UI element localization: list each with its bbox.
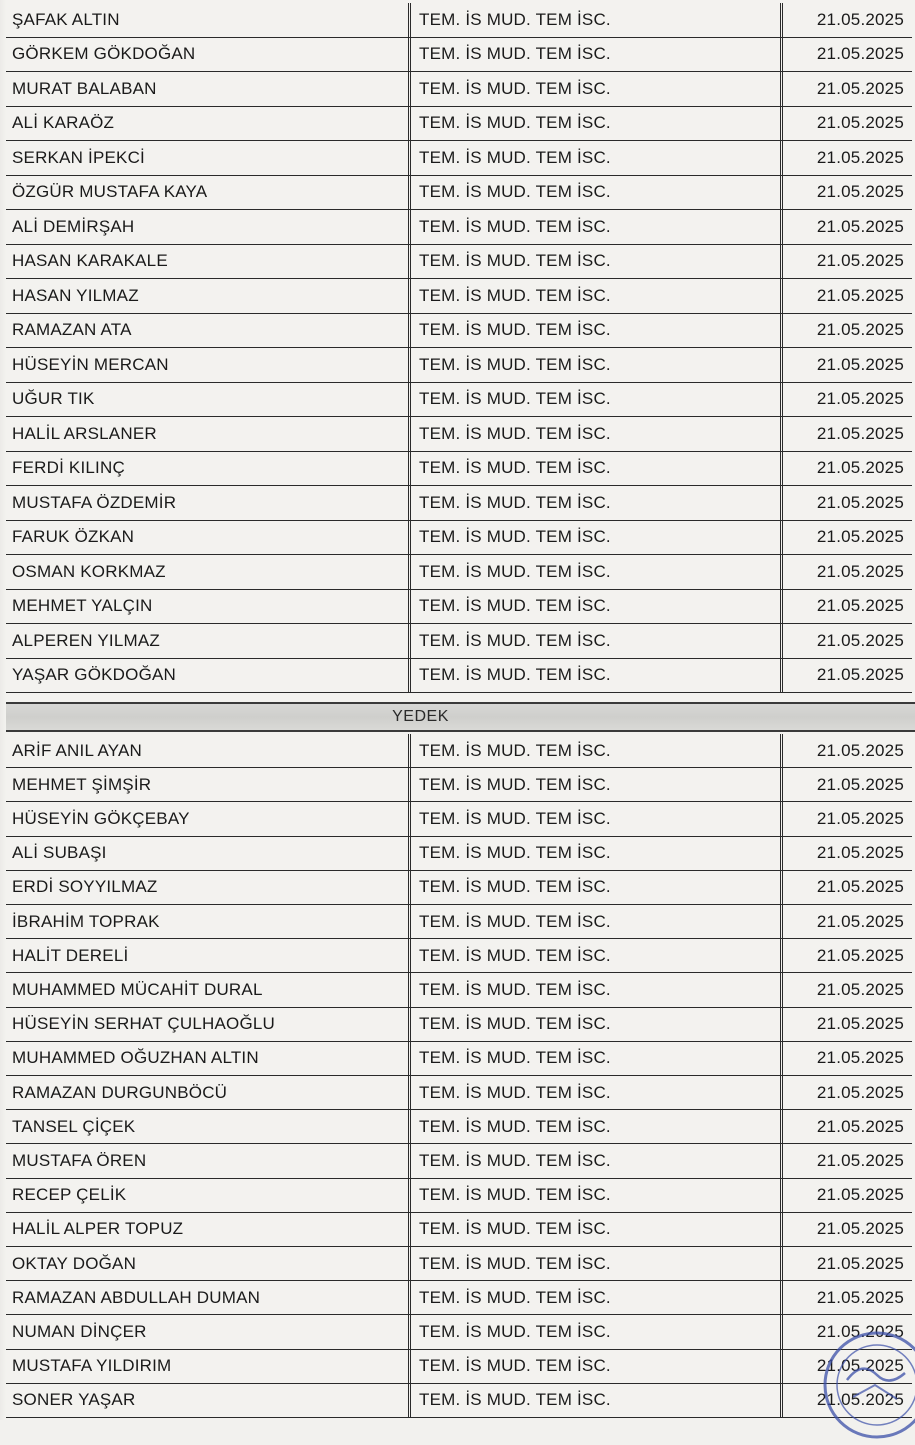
table-row xyxy=(6,521,912,556)
date-cell: 21.05.2025 xyxy=(780,939,912,972)
table-row xyxy=(6,1315,912,1349)
table-row xyxy=(6,1350,912,1384)
name-cell: SONER YAŞAR xyxy=(12,1390,136,1410)
table-row xyxy=(6,1179,912,1213)
date-cell: 21.05.2025 xyxy=(780,1247,912,1280)
unit-cell: TEM. İS MUD. TEM İSC. xyxy=(408,72,780,106)
name-cell: ŞAFAK ALTIN xyxy=(12,9,120,29)
table-row xyxy=(6,555,912,590)
unit-cell: TEM. İS MUD. TEM İSC. xyxy=(408,1247,780,1280)
date-cell: 21.05.2025 xyxy=(780,734,912,767)
table-row xyxy=(6,486,912,521)
name-cell: HALİL ARSLANER xyxy=(12,423,157,443)
table-row xyxy=(6,1247,912,1281)
date-cell: 21.05.2025 xyxy=(780,141,912,175)
table-row xyxy=(6,1384,912,1418)
date-cell: 21.05.2025 xyxy=(780,1076,912,1109)
unit-cell: TEM. İS MUD. TEM İSC. xyxy=(408,279,780,313)
name-cell: YAŞAR GÖKDOĞAN xyxy=(12,665,177,685)
name-cell: MUHAMMED OĞUZHAN ALTIN xyxy=(12,1048,259,1068)
name-cell: MUSTAFA YILDIRIM xyxy=(12,1356,172,1376)
unit-cell: TEM. İS MUD. TEM İSC. xyxy=(408,38,780,72)
date-cell: 21.05.2025 xyxy=(780,348,912,382)
name-cell: RAMAZAN ABDULLAH DUMAN xyxy=(12,1287,261,1307)
unit-cell: TEM. İS MUD. TEM İSC. xyxy=(408,1213,780,1246)
date-cell: 21.05.2025 xyxy=(780,1350,912,1383)
date-cell: 21.05.2025 xyxy=(780,383,912,417)
name-cell: HALİL ALPER TOPUZ xyxy=(12,1219,184,1239)
name-cell: HÜSEYİN GÖKÇEBAY xyxy=(12,808,190,828)
unit-cell: TEM. İS MUD. TEM İSC. xyxy=(408,1281,780,1314)
date-cell: 21.05.2025 xyxy=(780,210,912,244)
table-row xyxy=(6,210,912,245)
name-cell: HASAN KARAKALE xyxy=(12,251,168,271)
name-cell: HÜSEYİN MERCAN xyxy=(12,354,169,374)
unit-cell: TEM. İS MUD. TEM İSC. xyxy=(408,3,780,37)
table-row xyxy=(6,1008,912,1042)
date-cell: 21.05.2025 xyxy=(780,1384,912,1417)
unit-cell: TEM. İS MUD. TEM İSC. xyxy=(408,1179,780,1212)
name-cell: UĞUR TIK xyxy=(12,389,95,409)
unit-cell: TEM. İS MUD. TEM İSC. xyxy=(408,624,780,658)
table-row xyxy=(6,802,912,836)
name-cell: ALPEREN YILMAZ xyxy=(12,630,160,650)
unit-cell: TEM. İS MUD. TEM İSC. xyxy=(408,1350,780,1383)
unit-cell: TEM. İS MUD. TEM İSC. xyxy=(408,837,780,870)
date-cell: 21.05.2025 xyxy=(780,279,912,313)
table-row xyxy=(6,107,912,142)
table-row xyxy=(6,176,912,211)
name-cell: MEHMET YALÇIN xyxy=(12,596,153,616)
table-row xyxy=(6,383,912,418)
name-cell: HÜSEYİN SERHAT ÇULHAOĞLU xyxy=(12,1014,276,1034)
date-cell: 21.05.2025 xyxy=(780,1315,912,1348)
name-cell: GÖRKEM GÖKDOĞAN xyxy=(12,44,196,64)
date-cell: 21.05.2025 xyxy=(780,555,912,589)
date-cell: 21.05.2025 xyxy=(780,38,912,72)
date-cell: 21.05.2025 xyxy=(780,3,912,37)
date-cell: 21.05.2025 xyxy=(780,973,912,1006)
table-row xyxy=(6,38,912,73)
name-cell: HASAN YILMAZ xyxy=(12,285,139,305)
unit-cell: TEM. İS MUD. TEM İSC. xyxy=(408,659,780,693)
table-row xyxy=(6,452,912,487)
name-cell: MUSTAFA ÖREN xyxy=(12,1150,147,1170)
name-cell: ALİ DEMİRŞAH xyxy=(12,216,135,236)
date-cell: 21.05.2025 xyxy=(780,1144,912,1177)
unit-cell: TEM. İS MUD. TEM İSC. xyxy=(408,1110,780,1143)
unit-cell: TEM. İS MUD. TEM İSC. xyxy=(408,802,780,835)
date-cell: 21.05.2025 xyxy=(780,314,912,348)
table-row xyxy=(6,314,912,349)
date-cell: 21.05.2025 xyxy=(780,837,912,870)
unit-cell: TEM. İS MUD. TEM İSC. xyxy=(408,1076,780,1109)
unit-cell: TEM. İS MUD. TEM İSC. xyxy=(408,905,780,938)
table-row xyxy=(6,72,912,107)
unit-cell: TEM. İS MUD. TEM İSC. xyxy=(408,734,780,767)
name-cell: RECEP ÇELİK xyxy=(12,1185,127,1205)
date-cell: 21.05.2025 xyxy=(780,72,912,106)
date-cell: 21.05.2025 xyxy=(780,659,912,693)
table-row xyxy=(6,659,912,694)
unit-cell: TEM. İS MUD. TEM İSC. xyxy=(408,176,780,210)
name-cell: SERKAN İPEKCİ xyxy=(12,147,145,167)
unit-cell: TEM. İS MUD. TEM İSC. xyxy=(408,417,780,451)
date-cell: 21.05.2025 xyxy=(780,1179,912,1212)
unit-cell: TEM. İS MUD. TEM İSC. xyxy=(408,1008,780,1041)
table-row xyxy=(6,624,912,659)
table-row xyxy=(6,905,912,939)
table-row xyxy=(6,417,912,452)
table-row xyxy=(6,141,912,176)
name-cell: OSMAN KORKMAZ xyxy=(12,561,166,581)
name-cell: ALİ KARAÖZ xyxy=(12,113,115,133)
date-cell: 21.05.2025 xyxy=(780,486,912,520)
table-row xyxy=(6,1042,912,1076)
date-cell: 21.05.2025 xyxy=(780,1008,912,1041)
unit-cell: TEM. İS MUD. TEM İSC. xyxy=(408,107,780,141)
table-row xyxy=(6,1076,912,1110)
unit-cell: TEM. İS MUD. TEM İSC. xyxy=(408,973,780,1006)
date-cell: 21.05.2025 xyxy=(780,1281,912,1314)
unit-cell: TEM. İS MUD. TEM İSC. xyxy=(408,348,780,382)
unit-cell: TEM. İS MUD. TEM İSC. xyxy=(408,141,780,175)
table-row xyxy=(6,1144,912,1178)
name-cell: ALİ SUBAŞI xyxy=(12,843,107,863)
name-cell: HALİT DERELİ xyxy=(12,945,129,965)
date-cell: 21.05.2025 xyxy=(780,176,912,210)
date-cell: 21.05.2025 xyxy=(780,1110,912,1143)
name-cell: FARUK ÖZKAN xyxy=(12,527,135,547)
unit-cell: TEM. İS MUD. TEM İSC. xyxy=(408,486,780,520)
name-cell: OKTAY DOĞAN xyxy=(12,1253,137,1273)
name-cell: RAMAZAN ATA xyxy=(12,320,132,340)
table-row xyxy=(6,1213,912,1247)
reserve-label: YEDEK xyxy=(392,708,449,725)
table-row xyxy=(6,245,912,280)
unit-cell: TEM. İS MUD. TEM İSC. xyxy=(408,939,780,972)
name-cell: MUSTAFA ÖZDEMİR xyxy=(12,492,177,512)
table-row xyxy=(6,3,912,38)
name-cell: ARİF ANIL AYAN xyxy=(12,740,143,760)
table-row xyxy=(6,1110,912,1144)
name-cell: RAMAZAN DURGUNBÖCÜ xyxy=(12,1082,228,1102)
date-cell: 21.05.2025 xyxy=(780,1042,912,1075)
unit-cell: TEM. İS MUD. TEM İSC. xyxy=(408,590,780,624)
table-row xyxy=(6,871,912,905)
unit-cell: TEM. İS MUD. TEM İSC. xyxy=(408,768,780,801)
table-row xyxy=(6,590,912,625)
date-cell: 21.05.2025 xyxy=(780,871,912,904)
date-cell: 21.05.2025 xyxy=(780,452,912,486)
date-cell: 21.05.2025 xyxy=(780,590,912,624)
date-cell: 21.05.2025 xyxy=(780,245,912,279)
name-cell: ÖZGÜR MUSTAFA KAYA xyxy=(12,182,208,202)
date-cell: 21.05.2025 xyxy=(780,624,912,658)
table-row xyxy=(6,939,912,973)
unit-cell: TEM. İS MUD. TEM İSC. xyxy=(408,210,780,244)
date-cell: 21.05.2025 xyxy=(780,768,912,801)
date-cell: 21.05.2025 xyxy=(780,417,912,451)
table-row xyxy=(6,837,912,871)
unit-cell: TEM. İS MUD. TEM İSC. xyxy=(408,521,780,555)
date-cell: 21.05.2025 xyxy=(780,521,912,555)
name-cell: TANSEL ÇİÇEK xyxy=(12,1116,136,1136)
name-cell: İBRAHİM TOPRAK xyxy=(12,911,160,931)
table-row xyxy=(6,973,912,1007)
name-cell: MEHMET ŞİMŞİR xyxy=(12,774,152,794)
unit-cell: TEM. İS MUD. TEM İSC. xyxy=(408,383,780,417)
unit-cell: TEM. İS MUD. TEM İSC. xyxy=(408,1042,780,1075)
unit-cell: TEM. İS MUD. TEM İSC. xyxy=(408,871,780,904)
name-cell: MURAT BALABAN xyxy=(12,78,157,98)
reserve-section-header xyxy=(6,702,915,732)
date-cell: 21.05.2025 xyxy=(780,802,912,835)
name-cell: ERDİ SOYYILMAZ xyxy=(12,877,158,897)
unit-cell: TEM. İS MUD. TEM İSC. xyxy=(408,452,780,486)
date-cell: 21.05.2025 xyxy=(780,1213,912,1246)
unit-cell: TEM. İS MUD. TEM İSC. xyxy=(408,245,780,279)
table-row xyxy=(6,768,912,802)
date-cell: 21.05.2025 xyxy=(780,905,912,938)
unit-cell: TEM. İS MUD. TEM İSC. xyxy=(408,1315,780,1348)
table-row xyxy=(6,734,912,768)
unit-cell: TEM. İS MUD. TEM İSC. xyxy=(408,314,780,348)
name-cell: FERDİ KILINÇ xyxy=(12,458,125,478)
name-cell: MUHAMMED MÜCAHİT DURAL xyxy=(12,979,263,999)
unit-cell: TEM. İS MUD. TEM İSC. xyxy=(408,555,780,589)
unit-cell: TEM. İS MUD. TEM İSC. xyxy=(408,1384,780,1417)
table-row xyxy=(6,348,912,383)
table-row xyxy=(6,279,912,314)
unit-cell: TEM. İS MUD. TEM İSC. xyxy=(408,1144,780,1177)
date-cell: 21.05.2025 xyxy=(780,107,912,141)
name-cell: NUMAN DİNÇER xyxy=(12,1321,147,1341)
table-row xyxy=(6,1281,912,1315)
